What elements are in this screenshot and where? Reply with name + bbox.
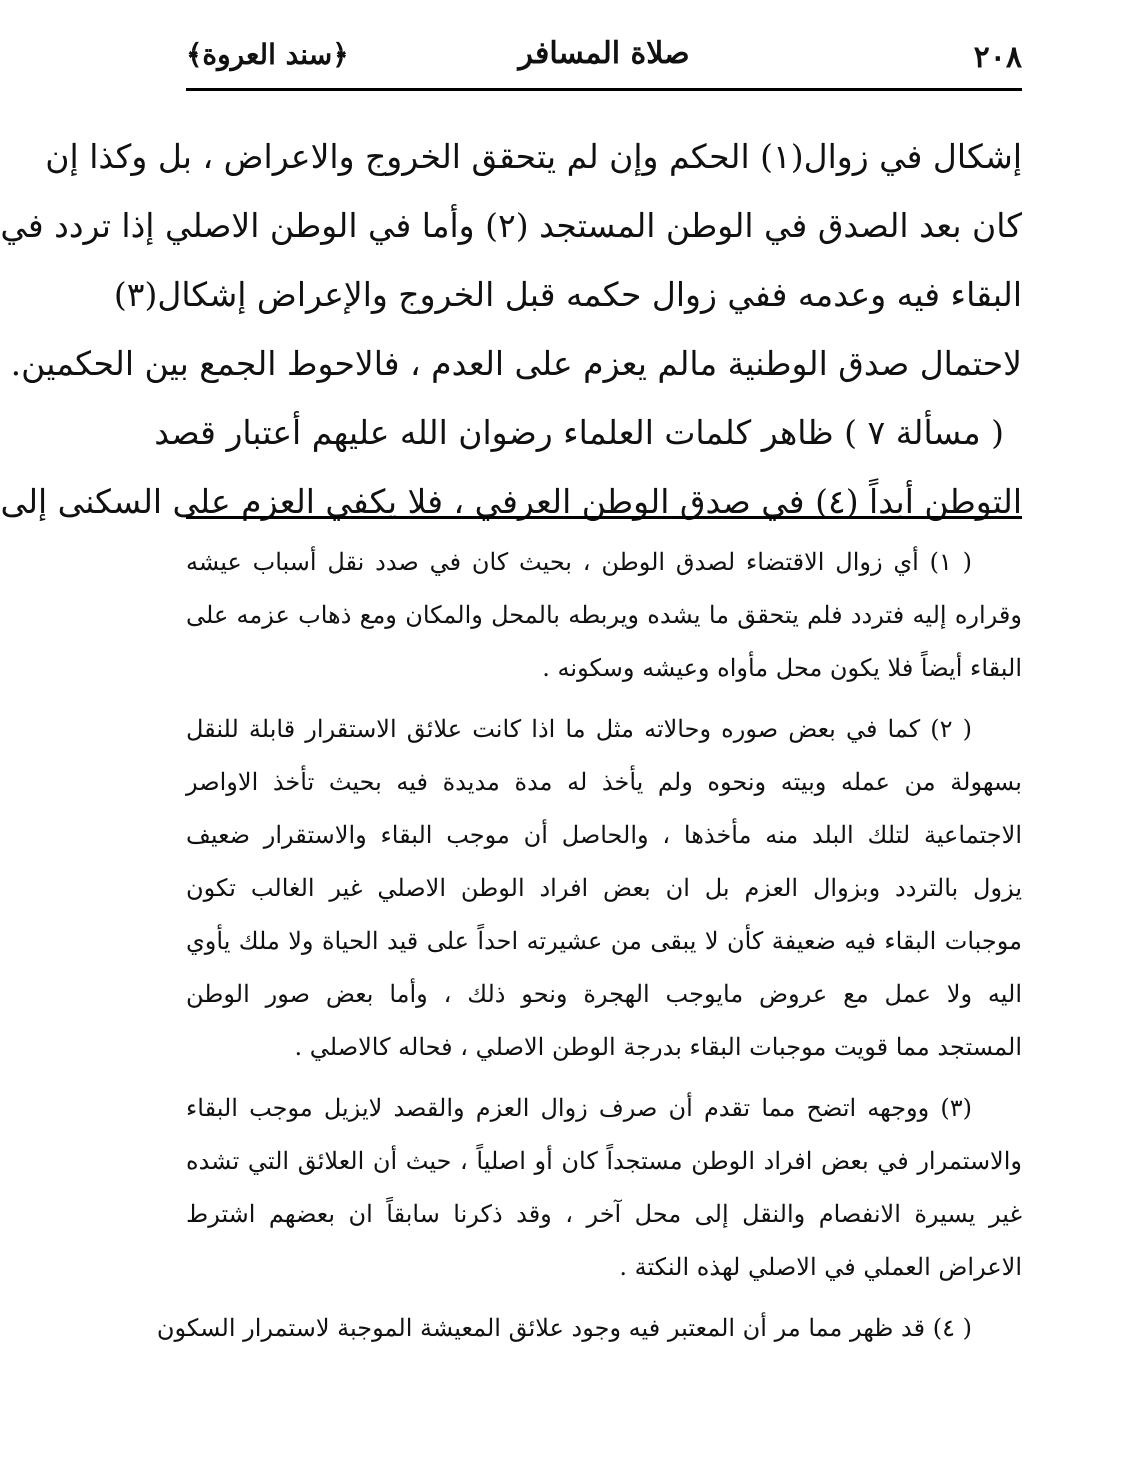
main-text (0, 122, 1022, 536)
footnote-line: يزول بالتردد وبزوال العزم بل ان بعض افراد الوطن الاصلي غير الغالب تكون (186, 874, 1022, 902)
body-line: إشكال في زوال(١) الحكم وإن لم يتحقق الخروج والاعراض ، بل وكذا إن (45, 137, 1022, 176)
book-title: ﴿سند العروة﴾ (186, 38, 349, 71)
footnote-line: الاعراض العملي في الاصلي لهذه النكتة . (619, 1253, 1022, 1281)
footnote-line: وقراره إليه فتردد فلم يتحقق ما يشده ويربطه بالمحل والمكان ومع ذهاب عزمه على (186, 601, 1022, 629)
footnote-1 (186, 536, 1022, 695)
footnote-line: ( ٢) كما في بعض صوره وحالاته مثل ما اذا كانت علائق الاستقرار قابلة للنقل (186, 715, 972, 743)
footnote-divider (186, 516, 1022, 519)
header-divider (186, 88, 1022, 91)
footnote-line: موجبات البقاء فيه ضعيفة كأن لا يبقى من عشيرته احداً على قيد الحياة ولا ملك يأوي (186, 927, 1022, 955)
footnote-line: والاستمرار في بعض افراد الوطن مستجداً كان أو اصلياً ، حيث أن العلائق التي تشده (186, 1147, 1023, 1175)
footnote-line: ( ٤) قد ظهر مما مر أن المعتبر فيه وجود علائق المعيشة الموجبة لاستمرار السكون (156, 1314, 972, 1342)
body-line: كان بعد الصدق في الوطن المستجد (٢) وأما في الوطن الاصلي إذا تردد في (0, 206, 1022, 245)
footnote-line: غير يسيرة الانفصام والنقل إلى محل آخر ، وقد ذكرنا سابقاً ان بعضهم اشترط (186, 1200, 1022, 1228)
footnote-2 (186, 703, 1022, 1074)
footnote-line: اليه ولا عمل مع عروض مايوجب الهجرة ونحو ذلك ، وأما بعض صور الوطن (186, 980, 1023, 1008)
footnote-line: ( ١) أي زوال الاقتضاء لصدق الوطن ، بحيث كان في صدد نقل أسباب عيشه (186, 548, 972, 576)
running-header (186, 30, 1022, 90)
footnotes (156, 536, 1023, 1363)
body-line: التوطن أبداً (٤) في صدق الوطن العرفي ، فلا يكفي العزم على السكنى إلى (0, 482, 1022, 521)
body-line-issue-heading: ( مسألة ٧ ) ظاهر كلمات العلماء رضوان الله عليهم أعتبار قصد (154, 413, 1004, 452)
footnote-line: بسهولة من عمله وبيته ونحوه ولم يأخذ له مدة مديدة فيه بحيث تأخذ الاواصر (186, 768, 1022, 796)
footnote-line: (٣) ووجهه اتضح مما تقدم أن صرف زوال العزم والقصد لايزيل موجب البقاء (186, 1094, 972, 1122)
footnote-line: الاجتماعية لتلك البلد منه مأخذها ، والحاصل أن موجب البقاء والاستقرار ضعيف (186, 821, 1022, 849)
footnote-4 (156, 1302, 1022, 1355)
body-line: البقاء فيه وعدمه ففي زوال حكمه قبل الخروج والإعراض إشكال(٣) (113, 275, 1022, 314)
footnote-line: المستجد مما قويت موجبات البقاء بدرجة الوطن الاصلي ، فحاله كالاصلي . (294, 1033, 1022, 1061)
footnote-line: البقاء أيضاً فلا يكون محل مأواه وعيشه وسكونه . (542, 654, 1022, 682)
page-number: ٢٠٨ (973, 40, 1022, 75)
footnote-3 (186, 1082, 1022, 1294)
body-line: لاحتمال صدق الوطنية مالم يعزم على العدم ، فالاحوط الجمع بين الحكمين. (10, 344, 1022, 383)
chapter-title: صلاة المسافر (518, 36, 690, 71)
